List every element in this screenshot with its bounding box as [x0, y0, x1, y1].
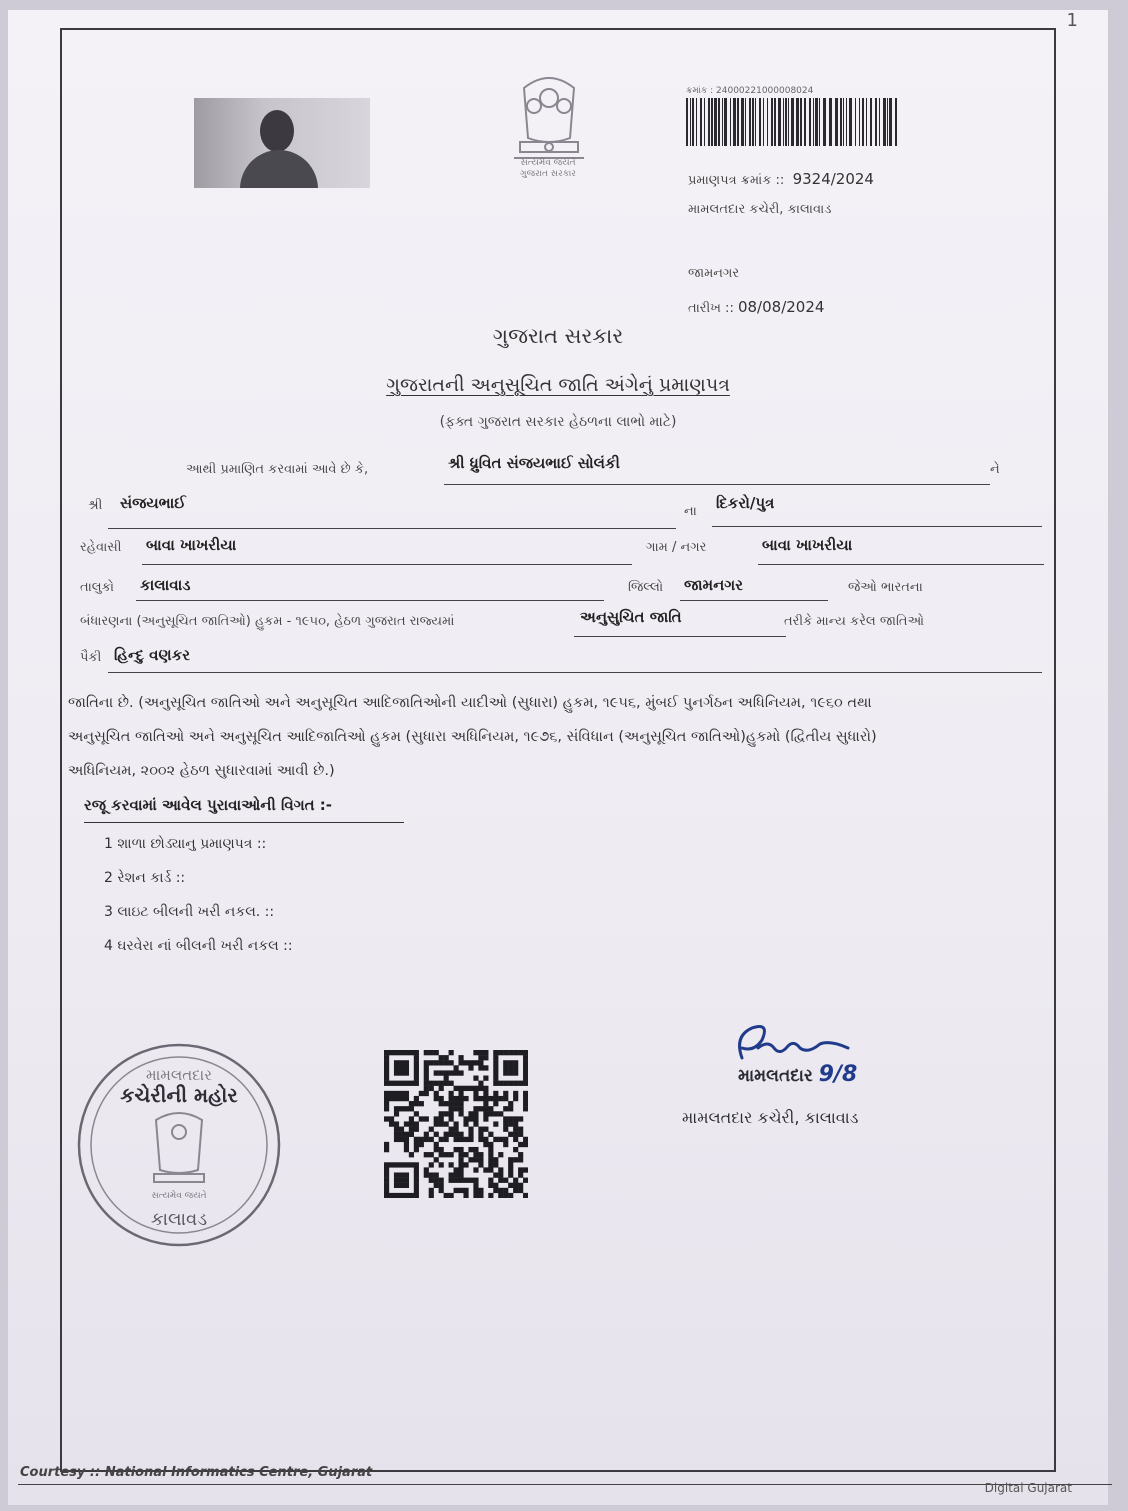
government-title: ગુજરાત સરકાર	[492, 324, 624, 348]
page-number: 1	[1066, 10, 1078, 31]
certificate-sheet	[8, 10, 1108, 1505]
seal-bottom-text: કાલાવડ	[150, 1209, 208, 1230]
jeo-label: જેઓ ભારતના	[848, 580, 923, 595]
applicant-photo	[194, 98, 370, 188]
certificate-title: ગુજરાતની અનુસૂચિત જાતિ અંગેનું પ્રમાણપત્ર	[386, 374, 730, 396]
district-label: જિલ્લો	[628, 580, 664, 595]
father-name: સંજયભાઈ	[120, 494, 186, 512]
signing-office: મામલતદાર કચેરી, કાલાવાડ	[682, 1108, 859, 1127]
seal-center-text: કચેરીની મહોર	[120, 1083, 238, 1107]
legal-paragraph: જાતિના છે. (અનુસૂચિત જાતિઓ અને અનુસૂચિત આદિજાતિઓની યાદીઓ (સુધારા) હુકમ, ૧૯૫૬, મુંબઈ પુનર્ગઠન અધિનિયમ, ૧૯૬૦ તથા અનુસૂચિત જાતિઓ અને અનુસૂચિત આદિજાતિઓ હુકમ (સુધારા અધિનિયમ, ૧૯૭૬, સંવિધાન (અનુસૂચિત જાતિઓ)હુકમો (દ્વિતીય સુધારો) અધિનિયમ, ૨૦૦૨ હેઠળ સુધારવામાં આવી છે.)	[68, 695, 877, 779]
relation: દિકરો/પુત્ર	[716, 494, 775, 512]
district: જામનગર	[684, 576, 744, 594]
village-label: ગામ / નગર	[646, 540, 707, 555]
emblem-caption: સત્યમેવ જયતે ગુજરાત સરકાર	[520, 158, 576, 179]
ne-label: ને	[990, 462, 1000, 477]
seal-top-text: મામલતદાર	[146, 1066, 212, 1084]
document-item: 1 શાળા છોડ્યાનુ પ્રમાણપત્ર ::	[104, 836, 267, 852]
constitution-text: બંધારણના (અનુસૂચિત જાતિઓ) હુકમ - ૧૯૫૦, હેઠળ ગુજરાત રાજ્યમાં	[80, 614, 455, 629]
designation: મામલતદાર 9/8	[738, 1062, 858, 1087]
handwritten-date: 9/8	[818, 1062, 858, 1087]
document-item: 3 લાઇટ બીલની ખરી નકલ. ::	[104, 904, 275, 920]
resident-label: રહેવાસી	[80, 540, 122, 555]
caste-name: હિન્દુ વણકર	[114, 646, 190, 664]
documents-title: રજૂ કરવામાં આવેલ પુરાવાઓની વિગત :-	[84, 796, 333, 814]
barcode-label: ક્રમાંક : 24000221000008024	[686, 86, 814, 96]
na-label: ના	[684, 504, 697, 519]
caste-category: અનુસુચિત જાતિ	[580, 608, 682, 626]
issuing-office: મામલતદાર કચેરી, કાલાવાડ	[688, 202, 832, 217]
village: બાવા ખાખરીયા	[762, 536, 853, 554]
certificate-purpose: (ફક્ત ગુજરાત સરકાર હેઠળના લાભો માટે)	[439, 414, 677, 430]
digital-gujarat-brand: Digital Gujarat	[984, 1481, 1072, 1495]
qr-code	[384, 1050, 528, 1198]
recognized-text: તરીકે માન્ય કરેલ જાતિઓ	[784, 614, 925, 629]
taluka-label: તાલુકો	[80, 580, 115, 595]
intro-label: આથી પ્રમાણિત કરવામાં આવે છે કે,	[186, 462, 369, 477]
paiki-label: પૈકી	[80, 650, 102, 665]
taluka: કાલાવાડ	[140, 576, 191, 594]
resident: બાવા ખાખરીયા	[146, 536, 237, 554]
shri-label: શ્રી	[88, 498, 103, 513]
office-seal-icon	[74, 1040, 284, 1250]
footer-courtesy: Courtesy :: National Informatics Centre, Gujarat	[20, 1465, 373, 1480]
document-item: 2 રેશન કાર્ડ ::	[104, 870, 186, 886]
seal-emblem-caption: સત્યમેવ જયતે	[151, 1191, 207, 1201]
certificate-number: પ્રમાણપત્ર ક્રમાંક :: 9324/2024	[688, 170, 874, 188]
barcode	[686, 98, 898, 146]
applicant-name: શ્રી ધ્રુવિત સંજયભાઈ સોલંકી	[448, 454, 620, 472]
issuing-city: જામનગર	[688, 266, 740, 281]
issue-date: તારીખ :: 08/08/2024	[688, 298, 825, 316]
document-item: 4 ઘરવેરા નાં બીલની ખરી નકલ ::	[104, 938, 293, 954]
